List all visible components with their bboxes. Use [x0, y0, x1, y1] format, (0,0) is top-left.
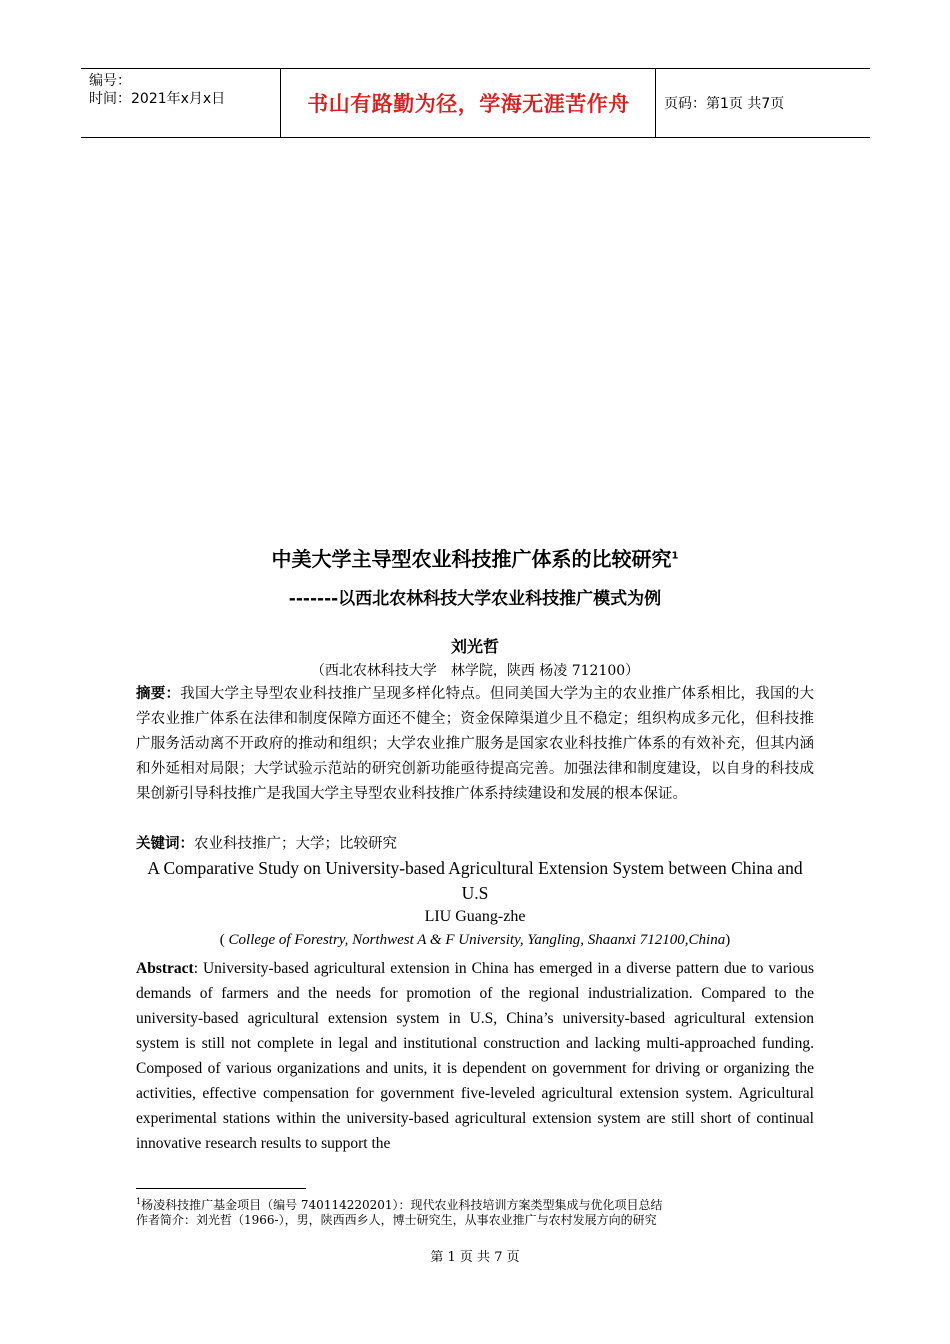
header-page-info: 页码：第1页 共7页 — [664, 96, 785, 112]
keywords-cn — [136, 832, 814, 857]
abstract-en-text: : University-based agricultural extension in China has emerged in a diverse pattern due to various demands of farmers and the needs for promotion of the regional industrialization. Compared to the university-based agricultural extension system in U.S, China’s university-based agricultural extension system is still not complete in legal and institutional construction and lacking multi-approached funding. Composed of various organizations and units, it is dependent on government for driving or organizing the activities, effective compensation for government five-leveled agricultural extension system. Agricultural experimental stations within the university-based agricultural extension system are still short of continual innovative research results to support the — [136, 960, 814, 1152]
abstract-cn-label: 摘要： — [136, 686, 181, 702]
abstract-en — [136, 956, 814, 1156]
keywords-cn-label: 关键词： — [136, 836, 194, 852]
author-affiliation: （西北农林科技大学 林学院，陕西 杨凌 712100） — [310, 663, 640, 679]
affil-en-open: ( — [219, 932, 229, 948]
paper-subtitle: -------以西北农林科技大学农业科技推广模式为例 — [288, 589, 662, 609]
paper-title — [136, 543, 814, 572]
footnote-2: 作者简介：刘光哲（1966-），男，陕西西乡人，博士研究生，从事农业推广与农村发展方向的研究 — [136, 1213, 657, 1227]
affil-en-close: ) — [725, 932, 731, 948]
author-affiliation-en — [136, 932, 814, 949]
abstract-en-label: Abstract — [136, 960, 194, 977]
abstract-cn-text: 我国大学主导型农业科技推广呈现多样化特点。但同美国大学为主的农业推广体系相比，我国的大学农业推广体系在法律和制度保障方面还不健全；资金保障渠道少且不稳定；组织构成多元化，但科技推广服务活动离不开政府的推动和组织；大学农业推广服务是国家农业科技推广体系的有效补充，但其内涵和外延相对局限；大学试验示范站的研究创新功能亟待提高完善。加强法律和制度建设，以自身的科技成果创新引导科技推广是我国大学主导型农业科技推广体系持续建设和发展的根本保证。 — [136, 686, 814, 802]
footnote-1-text: 杨凌科技推广基金项目（编号 740114220201）：现代农业科技培训方案类型集成与优化项目总结 — [141, 1198, 663, 1212]
affil-en-text: College of Forestry, Northwest A & F University, Yangling, Shaanxi 712100,China — [228, 932, 726, 948]
page-number-footer: 第 1 页 共 7 页 — [430, 1250, 520, 1265]
header-meta — [81, 69, 281, 137]
header-motto: 书山有路勤为径，学海无涯苦作舟 — [282, 69, 656, 137]
abstract-cn — [136, 682, 814, 807]
paper-title-en: A Comparative Study on University-based Agricultural Extension System between China and U.S — [147, 858, 803, 903]
footnote-1-mark: 1 — [136, 1197, 142, 1206]
title-footnote-mark: 1 — [671, 550, 679, 562]
author-name: 刘光哲 — [450, 637, 499, 656]
document-number: 编号： — [89, 73, 131, 89]
author-name-en: LIU Guang-zhe — [424, 908, 526, 925]
footnote-divider — [136, 1188, 306, 1189]
document-date: 时间：2021年x月x日 — [89, 91, 226, 107]
page-header — [81, 68, 870, 138]
paper-title-text: 中美大学主导型农业科技推广体系的比较研究 — [271, 547, 672, 571]
keywords-cn-text: 农业科技推广；大学；比较研究 — [194, 836, 397, 852]
